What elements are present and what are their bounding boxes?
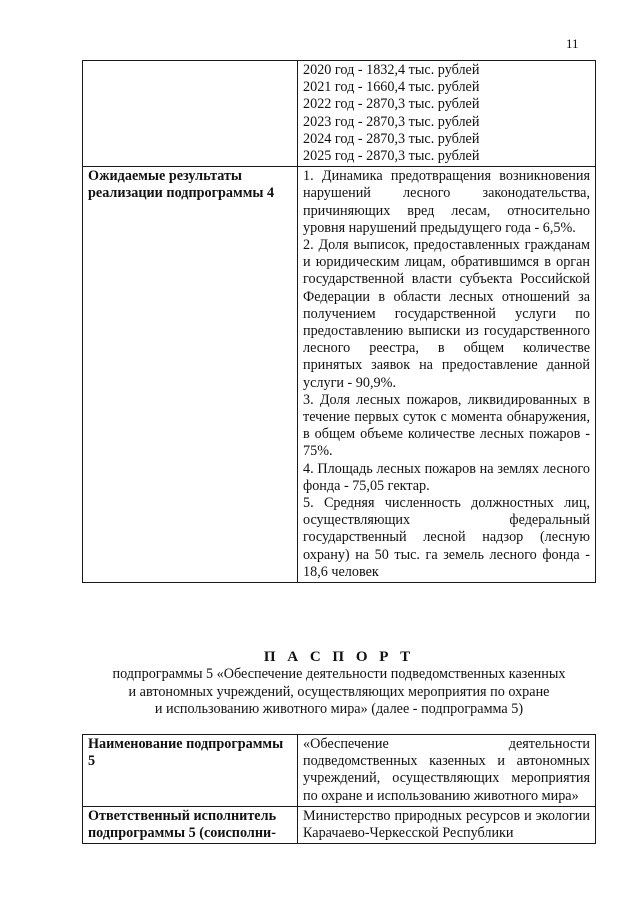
expected-results-label: Ожидаемые результаты реализации подпрограммы 4	[83, 167, 298, 583]
table-row	[83, 61, 596, 167]
table-row	[83, 735, 596, 807]
subprogram-name-label: Наименование подпрограммы 5	[83, 735, 298, 807]
result-item: 5. Средняя численность должностных лиц, осуществляющих федеральный государственный лесной надзор (лесную охрану) на 50 тыс. га земель лесного фонда - 18,6 человек	[303, 495, 590, 580]
funding-year-line: 2023 год - 2870,3 тыс. рублей	[303, 113, 480, 130]
passport-subtitle-line: и автономных учреждений, осуществляющих мероприятия по охране	[128, 683, 550, 700]
funding-year-line: 2021 год - 1660,4 тыс. рублей	[303, 79, 480, 96]
funding-year-line: 2024 год - 2870,3 тыс. рублей	[303, 130, 480, 147]
passport-subtitle-line: и использованию животного мира» (далее - подпрограмма 5)	[154, 701, 524, 718]
passport-subtitle-line: подпрограммы 5 «Обеспечение деятельности подведомственных казенных	[112, 666, 566, 682]
responsible-executor-label: Ответственный исполнитель подпрограммы 5 (соисполни-	[83, 806, 298, 843]
table-row	[83, 167, 596, 583]
funding-results-table	[82, 60, 596, 583]
result-item: 1. Динамика предотвращения возникновения нарушений лесного законодательства, причиняющих вред лесам, относительно уровня нарушений предыдущего года - 6,5%.	[303, 168, 590, 236]
table-row	[83, 806, 596, 843]
responsible-executor-value: Министерство природных ресурсов и экологии Карачаево-Черкесской Республики	[298, 806, 596, 843]
expected-results-cell	[298, 167, 596, 583]
funding-years-cell	[298, 61, 596, 167]
passport-heading	[82, 648, 596, 719]
subprogram-name-value: «Обеспечение деятельности подведомственных казенных и автономных учреждений, осуществляющих мероприятия по охране и использованию животного мира»	[298, 735, 596, 807]
result-item: 4. Площадь лесных пожаров на землях лесного фонда - 75,05 гектар.	[303, 460, 590, 494]
passport-subtitle	[82, 666, 596, 719]
result-item: 2. Доля выписок, предоставленных гражданам и юридическим лицам, обратившимся в орган государственной власти субъекта Российской Федерации в области лесных отношений за получением государственной услуги по предоставлению выписки из государственного лесного реестра, в общем количестве принятых заявок на предоставление данной услуги - 90,9%.	[303, 237, 590, 391]
funding-year-line: 2022 год - 2870,3 тыс. рублей	[303, 96, 480, 113]
funding-year-line: 2025 год - 2870,3 тыс. рублей	[303, 148, 480, 165]
result-item: 3. Доля лесных пожаров, ликвидированных в течение первых суток с момента обнаружения, в общем объеме количестве лесных пожаров - 75%.	[303, 391, 590, 460]
funding-year-line: 2020 год - 1832,4 тыс. рублей	[303, 62, 480, 78]
page-number: 11	[566, 36, 579, 51]
empty-label-cell	[83, 61, 298, 167]
passport-title: П А С П О Р Т	[263, 649, 415, 665]
passport-table	[82, 734, 596, 844]
